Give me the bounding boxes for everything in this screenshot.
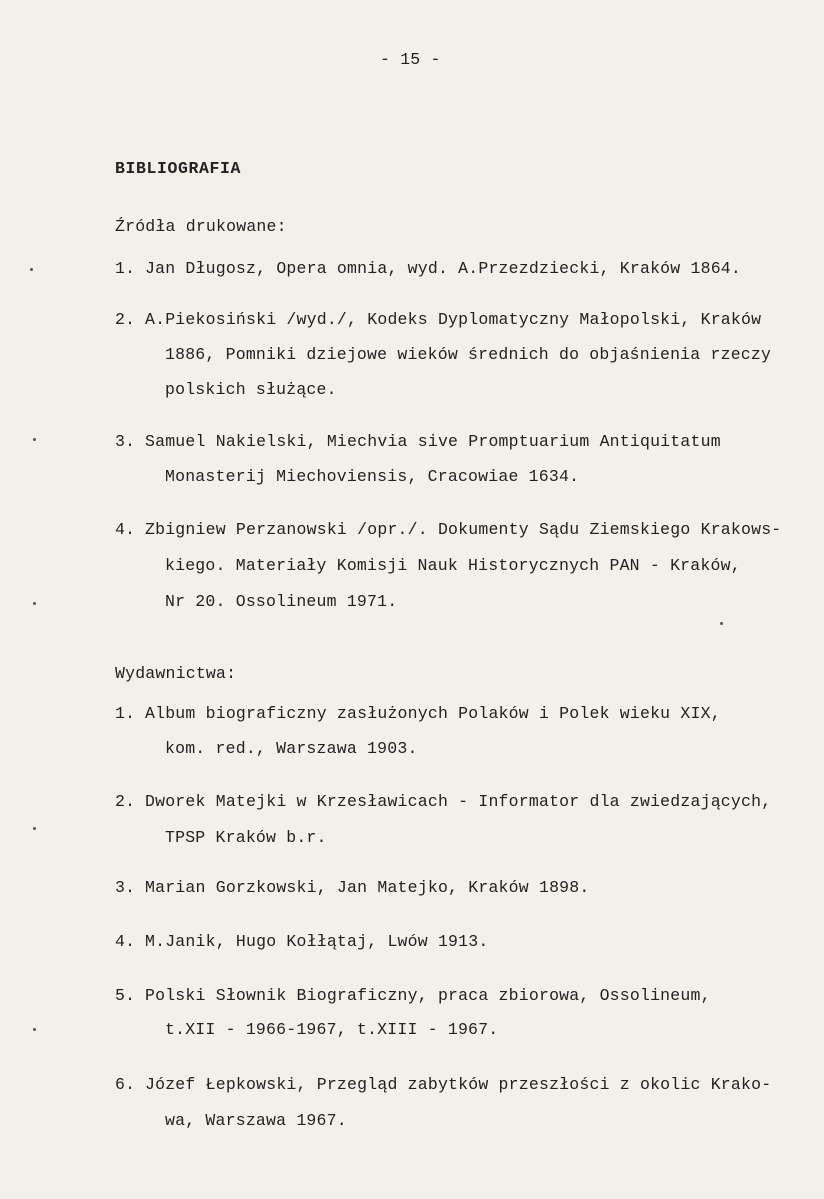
list-item-text: Zbigniew Perzanowski /opr./. Dokumenty Sądu Ziemskiego Krakows- (145, 520, 782, 539)
list-item-text: 1886, Pomniki dziejowe wieków średnich do objaśnienia rzeczy (165, 345, 772, 364)
list-item-text: Józef Łepkowski, Przegląd zabytków przeszłości z okolic Krako- (145, 1075, 772, 1094)
scan-speck (33, 827, 36, 830)
list-item-number: 3. (115, 432, 136, 451)
list-item-text: Polski Słownik Biograficzny, praca zbiorowa, Ossolineum, (145, 986, 711, 1005)
scan-speck (33, 1028, 36, 1031)
scan-speck (33, 438, 36, 441)
list-item-text: Jan Długosz, Opera omnia, wyd. A.Przezdziecki, Kraków 1864. (145, 259, 741, 278)
list-item-text: kiego. Materiały Komisji Nauk Historycznych PAN - Kraków, (165, 556, 741, 575)
section-title-publications: Wydawnictwa: (115, 664, 237, 683)
list-item-text: Dworek Matejki w Krzesławicach - Informator dla zwiedzających, (145, 792, 772, 811)
page-title: BIBLIOGRAFIA (115, 159, 242, 178)
list-item-text: A.Piekosiński /wyd./, Kodeks Dyplomatyczny Małopolski, Kraków (145, 310, 762, 329)
list-item-number: 6. (115, 1075, 136, 1094)
section-title-printed-sources: Źródła drukowane: (115, 217, 287, 236)
scan-speck (33, 602, 36, 605)
list-item-text: Nr 20. Ossolineum 1971. (165, 592, 398, 611)
list-item-text: wa, Warszawa 1967. (165, 1111, 347, 1130)
list-item-number: 1. (115, 704, 136, 723)
list-item-text: Samuel Nakielski, Miechvia sive Promptuarium Antiquitatum (145, 432, 721, 451)
list-item-number: 4. (115, 520, 136, 539)
list-item-text: kom. red., Warszawa 1903. (165, 739, 418, 758)
list-item-number: 1. (115, 259, 136, 278)
page-number: - 15 - (380, 50, 441, 69)
list-item-text: Album biograficzny zasłużonych Polaków i Polek wieku XIX, (145, 704, 721, 723)
list-item-number: 2. (115, 310, 136, 329)
list-item-text: t.XII - 1966-1967, t.XIII - 1967. (165, 1020, 499, 1039)
list-item-text: polskich służące. (165, 380, 337, 399)
list-item-number: 2. (115, 792, 136, 811)
list-item-text: Marian Gorzkowski, Jan Matejko, Kraków 1898. (145, 878, 590, 897)
list-item-text: Monasterij Miechoviensis, Cracowiae 1634. (165, 467, 580, 486)
list-item-number: 4. (115, 932, 136, 951)
list-item-text: M.Janik, Hugo Kołłątaj, Lwów 1913. (145, 932, 489, 951)
list-item-text: TPSP Kraków b.r. (165, 828, 327, 847)
list-item-number: 5. (115, 986, 136, 1005)
scan-speck (720, 622, 723, 625)
list-item-number: 3. (115, 878, 136, 897)
scan-speck (30, 268, 33, 271)
